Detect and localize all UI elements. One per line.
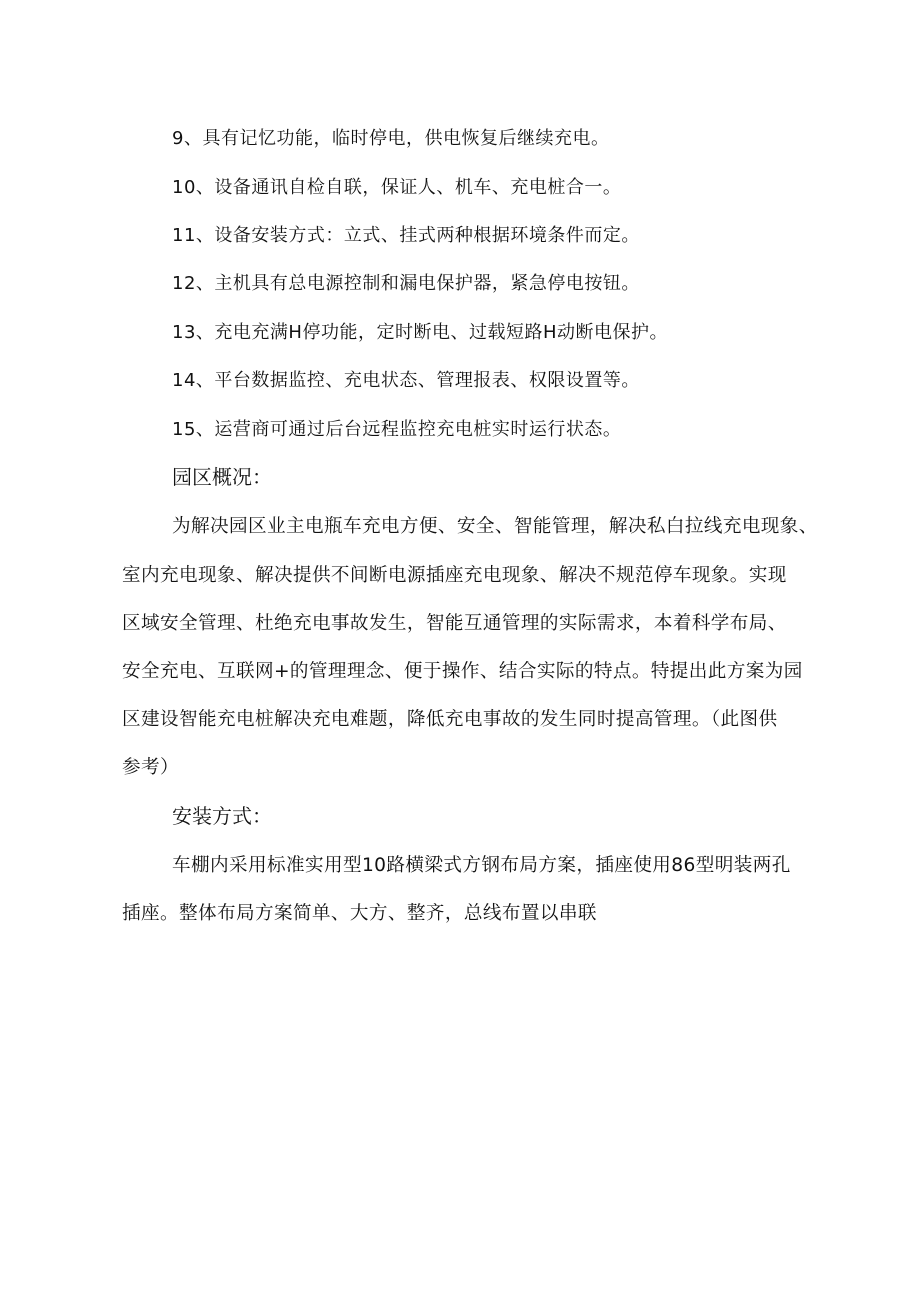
list-item-11: 11、设备安装方式：立式、挂式两种根据环境条件而定。: [172, 225, 640, 246]
list-item-10: 10、设备通讯自检自联，保证人、机车、充电桩合一。: [172, 177, 622, 198]
paragraph-line: 安全充电、互联网+的管理理念、便于操作、结合实际的特点。特提出此方案为园: [122, 661, 803, 682]
paragraph-line: 区建设智能充电桩解决充电难题，降低充电事故的发生同时提高管理。（此图供: [122, 709, 778, 730]
paragraph-line: 参考）: [122, 757, 179, 778]
paragraph-line: 插座。整体布局方案简单、大方、整齐，总线布置以串联: [122, 903, 597, 924]
section-heading-installation-method: 安装方式：: [172, 804, 272, 828]
paragraph-line: 室内充电现象、解决提供不间断电源插座充电现象、解决不规范停车现象。实现: [122, 565, 787, 586]
list-item-12: 12、主机具有总电源控制和漏电保护器，紧急停电按钮。: [172, 273, 640, 294]
list-item-15: 15、运营商可通过后台远程监控充电桩实时运行状态。: [172, 419, 622, 440]
paragraph-line: 车棚内采用标准实用型10路横梁式方钢布局方案，插座使用86型明装两孔: [172, 855, 791, 876]
section-heading-park-overview: 园区概况：: [172, 465, 272, 489]
paragraph-line: 为解决园区业主电瓶车充电方便、安全、智能管理，解决私白拉线充电现象、: [172, 516, 818, 537]
list-item-14: 14、平台数据监控、充电状态、管理报表、权限设置等。: [172, 370, 640, 391]
list-item-13: 13、充电充满H停功能，定时断电、过载短路H动断电保护。: [172, 322, 668, 343]
paragraph-line: 区域安全管理、杜绝充电事故发生，智能互通管理的实际需求，本着科学布局、: [122, 613, 787, 634]
list-item-9: 9、具有记忆功能，临时停电，供电恢复后继续充电。: [172, 128, 610, 149]
